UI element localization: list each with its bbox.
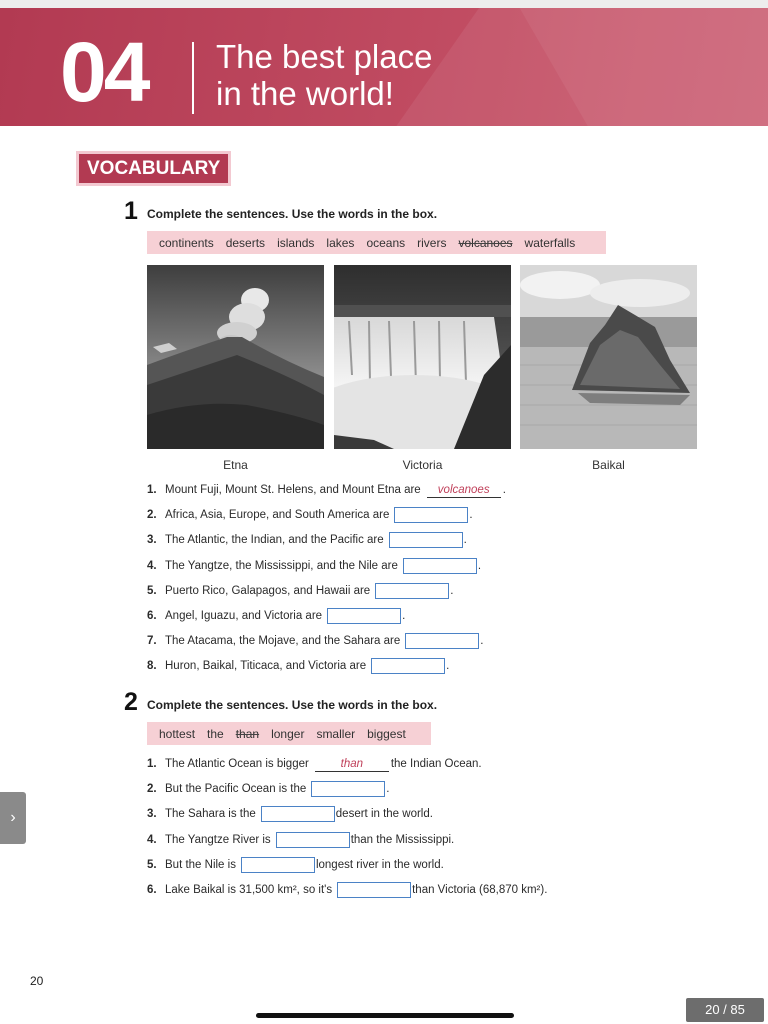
word-option: biggest bbox=[367, 726, 406, 741]
sentence-number: 7. bbox=[147, 635, 157, 648]
sentence-text-after: . bbox=[402, 610, 406, 622]
sentence-text-after: desert in the world. bbox=[335, 808, 433, 821]
etna-photo bbox=[147, 265, 324, 449]
answer-text: than bbox=[315, 757, 389, 772]
answer-input[interactable] bbox=[405, 633, 479, 649]
page-number: 20 bbox=[30, 974, 44, 988]
unit-title-line1: The best place bbox=[216, 38, 433, 75]
answer-input[interactable] bbox=[241, 857, 315, 873]
sentence-text: Africa, Asia, Europe, and South America are bbox=[165, 509, 390, 522]
sentence-row bbox=[147, 780, 389, 798]
sentence-text-after: . bbox=[450, 584, 454, 597]
word-option: oceans bbox=[366, 235, 406, 250]
victoria-caption: Victoria bbox=[402, 458, 443, 472]
word-option: smaller bbox=[316, 726, 356, 741]
sentence-text: The Sahara is the bbox=[165, 808, 256, 821]
sentence-number: 4. bbox=[147, 833, 157, 846]
sentence-row bbox=[147, 531, 467, 549]
exercise2-number: 2 bbox=[124, 688, 138, 716]
word-option: rivers bbox=[417, 235, 447, 250]
sentence-row bbox=[147, 657, 449, 675]
word-option: longer bbox=[271, 726, 305, 741]
word-option: volcanoes bbox=[458, 235, 513, 250]
home-indicator[interactable] bbox=[256, 1013, 514, 1018]
sentence-number: 3. bbox=[147, 808, 157, 821]
sentence-row bbox=[147, 557, 481, 575]
answer-input[interactable] bbox=[327, 608, 401, 624]
answer-input[interactable] bbox=[337, 882, 411, 898]
sentence-row bbox=[147, 582, 453, 600]
sentence-text: The Atlantic Ocean is bigger bbox=[165, 758, 309, 770]
sentence-number: 2. bbox=[147, 509, 157, 522]
sentence-text: But the Pacific Ocean is the bbox=[165, 783, 307, 796]
sentence-row bbox=[147, 632, 483, 650]
exercise2-instruction: Complete the sentences. Use the words in the box. bbox=[147, 698, 438, 712]
sentence-text: The Atlantic, the Indian, and the Pacific are bbox=[165, 534, 384, 547]
sentence-number: 1. bbox=[147, 758, 157, 770]
sentence-text: Puerto Rico, Galapagos, and Hawaii are bbox=[165, 584, 371, 597]
unit-separator bbox=[192, 42, 194, 114]
sentence-text: Angel, Iguazu, and Victoria are bbox=[165, 610, 323, 622]
chevron-right-icon: › bbox=[10, 809, 16, 826]
sentence-text-after: . bbox=[386, 783, 390, 796]
sentence-number: 5. bbox=[147, 858, 157, 871]
answer-input[interactable] bbox=[394, 507, 468, 523]
sentence-row bbox=[147, 481, 506, 499]
sentence-text-after: than the Mississippi. bbox=[350, 833, 455, 846]
next-page-tab[interactable] bbox=[0, 792, 26, 844]
sentence-number: 1. bbox=[147, 484, 157, 496]
word-option: continents bbox=[159, 235, 214, 250]
sentence-text: The Yangtze River is bbox=[165, 833, 271, 846]
answer-input[interactable] bbox=[375, 583, 449, 599]
sentence-text-after: . bbox=[463, 534, 467, 547]
etna-caption: Etna bbox=[223, 458, 248, 472]
sentence-text-after: . bbox=[446, 660, 450, 673]
sentence-number: 2. bbox=[147, 783, 157, 796]
sentence-text: Lake Baikal is 31,500 km², so it's bbox=[165, 884, 333, 896]
word-option: the bbox=[207, 726, 224, 741]
victoria-photo bbox=[334, 265, 511, 449]
sentence-text: Huron, Baikal, Titicaca, and Victoria are bbox=[165, 660, 367, 673]
answer-input[interactable] bbox=[276, 832, 350, 848]
sentence-text-after: . bbox=[477, 559, 482, 572]
sentence-number: 6. bbox=[147, 884, 157, 896]
sentence-number: 6. bbox=[147, 610, 157, 622]
word-option: deserts bbox=[225, 235, 266, 250]
sentence-row bbox=[147, 506, 473, 524]
sentence-text: Mount Fuji, Mount St. Helens, and Mount Etna are bbox=[165, 484, 421, 496]
baikal-photo bbox=[520, 265, 697, 449]
word-option: lakes bbox=[326, 235, 355, 250]
sentence-number: 5. bbox=[147, 584, 157, 597]
sentence-row bbox=[147, 607, 405, 625]
sentence-text-after: . bbox=[502, 484, 506, 496]
word-option: islands bbox=[277, 235, 315, 250]
sentence-text-after: than Victoria (68,870 km²). bbox=[412, 884, 548, 896]
answer-input[interactable] bbox=[311, 781, 385, 797]
sentence-text-after: . bbox=[480, 635, 484, 648]
sentence-text: But the Nile is bbox=[165, 858, 236, 871]
word-box-2 bbox=[147, 722, 431, 745]
sentence-text: The Yangtze, the Mississippi, and the Nile are bbox=[165, 559, 398, 572]
sentence-number: 8. bbox=[147, 660, 157, 673]
baikal-caption: Baikal bbox=[592, 458, 625, 472]
exercise1-instruction: Complete the sentences. Use the words in the box. bbox=[147, 207, 438, 221]
unit-number: 04 bbox=[60, 25, 148, 119]
sentence-row bbox=[147, 831, 454, 849]
page-counter: 20 / 85 bbox=[686, 998, 764, 1022]
word-option: than bbox=[235, 726, 260, 741]
sentence-row bbox=[147, 755, 482, 773]
answer-input[interactable] bbox=[389, 532, 463, 548]
answer-input[interactable] bbox=[371, 658, 445, 674]
unit-title bbox=[216, 38, 432, 112]
section-label: VOCABULARY bbox=[79, 154, 228, 183]
word-option: hottest bbox=[159, 726, 196, 741]
sentence-row bbox=[147, 805, 433, 823]
answer-input[interactable] bbox=[261, 806, 335, 822]
sentence-number: 3. bbox=[147, 534, 157, 547]
answer-input[interactable] bbox=[403, 558, 477, 574]
top-bar bbox=[0, 0, 768, 8]
unit-title-line2: in the world! bbox=[216, 75, 394, 112]
sentence-number: 4. bbox=[147, 559, 157, 572]
sentence-text-after: . bbox=[469, 509, 473, 522]
answer-text: volcanoes bbox=[427, 483, 501, 498]
sentence-row bbox=[147, 856, 444, 874]
exercise1-number: 1 bbox=[124, 197, 138, 225]
sentence-row bbox=[147, 881, 547, 899]
word-box-1 bbox=[147, 231, 606, 254]
sentence-text-after: longest river in the world. bbox=[315, 858, 444, 871]
word-option: waterfalls bbox=[524, 235, 576, 250]
unit-banner bbox=[0, 8, 768, 126]
sentence-text: The Atacama, the Mojave, and the Sahara are bbox=[165, 635, 401, 648]
sentence-text-after: the Indian Ocean. bbox=[390, 758, 482, 770]
